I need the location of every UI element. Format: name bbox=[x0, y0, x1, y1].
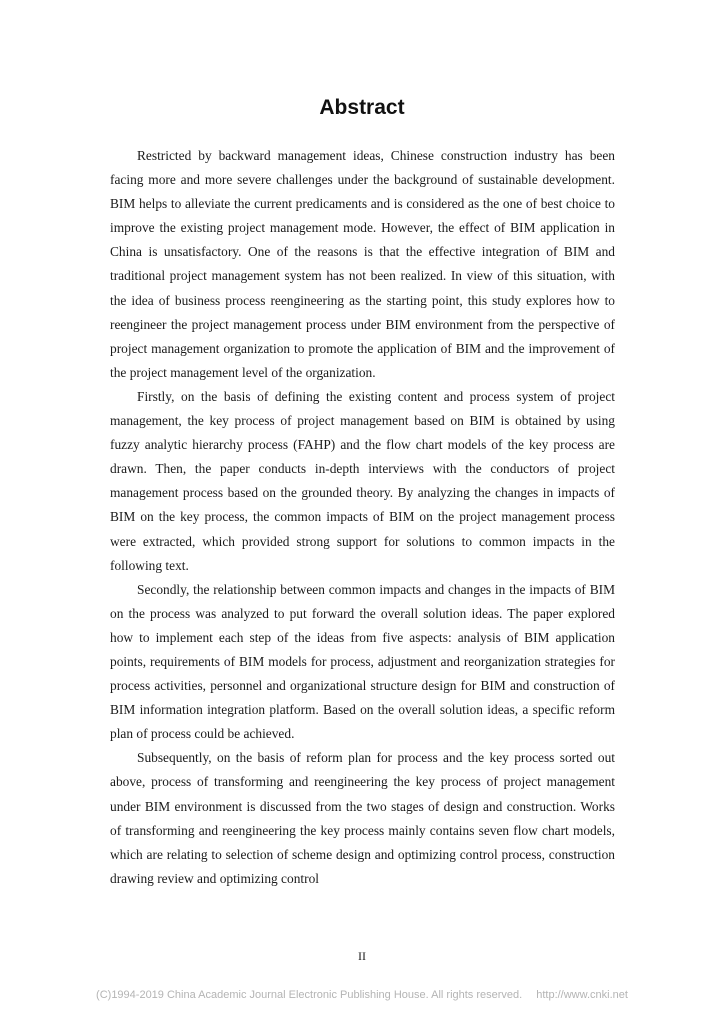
page-number: II bbox=[358, 949, 366, 963]
abstract-title: Abstract bbox=[319, 96, 405, 119]
abstract-body bbox=[110, 144, 615, 891]
footer-copyright: (C)1994-2019 China Academic Journal Electronic Publishing House. All rights reserved. bbox=[96, 989, 523, 1001]
footer-watermark bbox=[0, 988, 724, 1002]
paragraph-3: Secondly, the relationship between common impacts and changes in the impacts of BIM on the process was analyzed to put forward the overall solution ideas. The paper explored how to implement each step of the ideas from five aspects: analysis of BIM application points, requirements of BIM models for process, adjustment and reorganization strategies for process activities, personnel and organizational structure design for BIM and construction of BIM information integration platform. Based on the overall solution ideas, a specific reform plan of process could be achieved. bbox=[110, 581, 615, 742]
paragraph-4: Subsequently, on the basis of reform plan for process and the key process sorted out above, process of transforming and reengineering the key process of project management under BIM environment is discussed from the two stages of design and construction. Works of transforming and reengineering the key process mainly contains seven flow chart models, which are relating to selection of scheme design and optimizing control process, construction drawing review and optimizing control bbox=[110, 750, 615, 886]
footer-url[interactable]: http://www.cnki.net bbox=[536, 989, 628, 1001]
paragraph-2: Firstly, on the basis of defining the existing content and process system of project management, the key process of project management based on BIM is obtained by using fuzzy analytic hierarchy process (FAHP) and the flow chart models of the key process are drawn. Then, the paper conducts in-depth interviews with the conductors of project management process based on the grounded theory. By analyzing the changes in impacts of BIM on the key process, the common impacts of BIM on the project management process were extracted, which provided strong support for solutions to common impacts in the following text. bbox=[110, 388, 615, 573]
paragraph-1: Restricted by backward management ideas, Chinese construction industry has been facing more and more severe challenges under the background of sustainable development. BIM helps to alleviate the current predicaments and is considered as the one of best choice to improve the existing project management mode. However, the effect of BIM application in China is unsatisfactory. One of the reasons is that the effective integration of BIM and traditional project management system has not been realized. In view of this situation, with the idea of business process reengineering as the starting point, this study explores how to reengineer the project management process under BIM environment from the perspective of project management organization to promote the application of BIM and the improvement of the project management level of the organization. bbox=[110, 148, 615, 380]
